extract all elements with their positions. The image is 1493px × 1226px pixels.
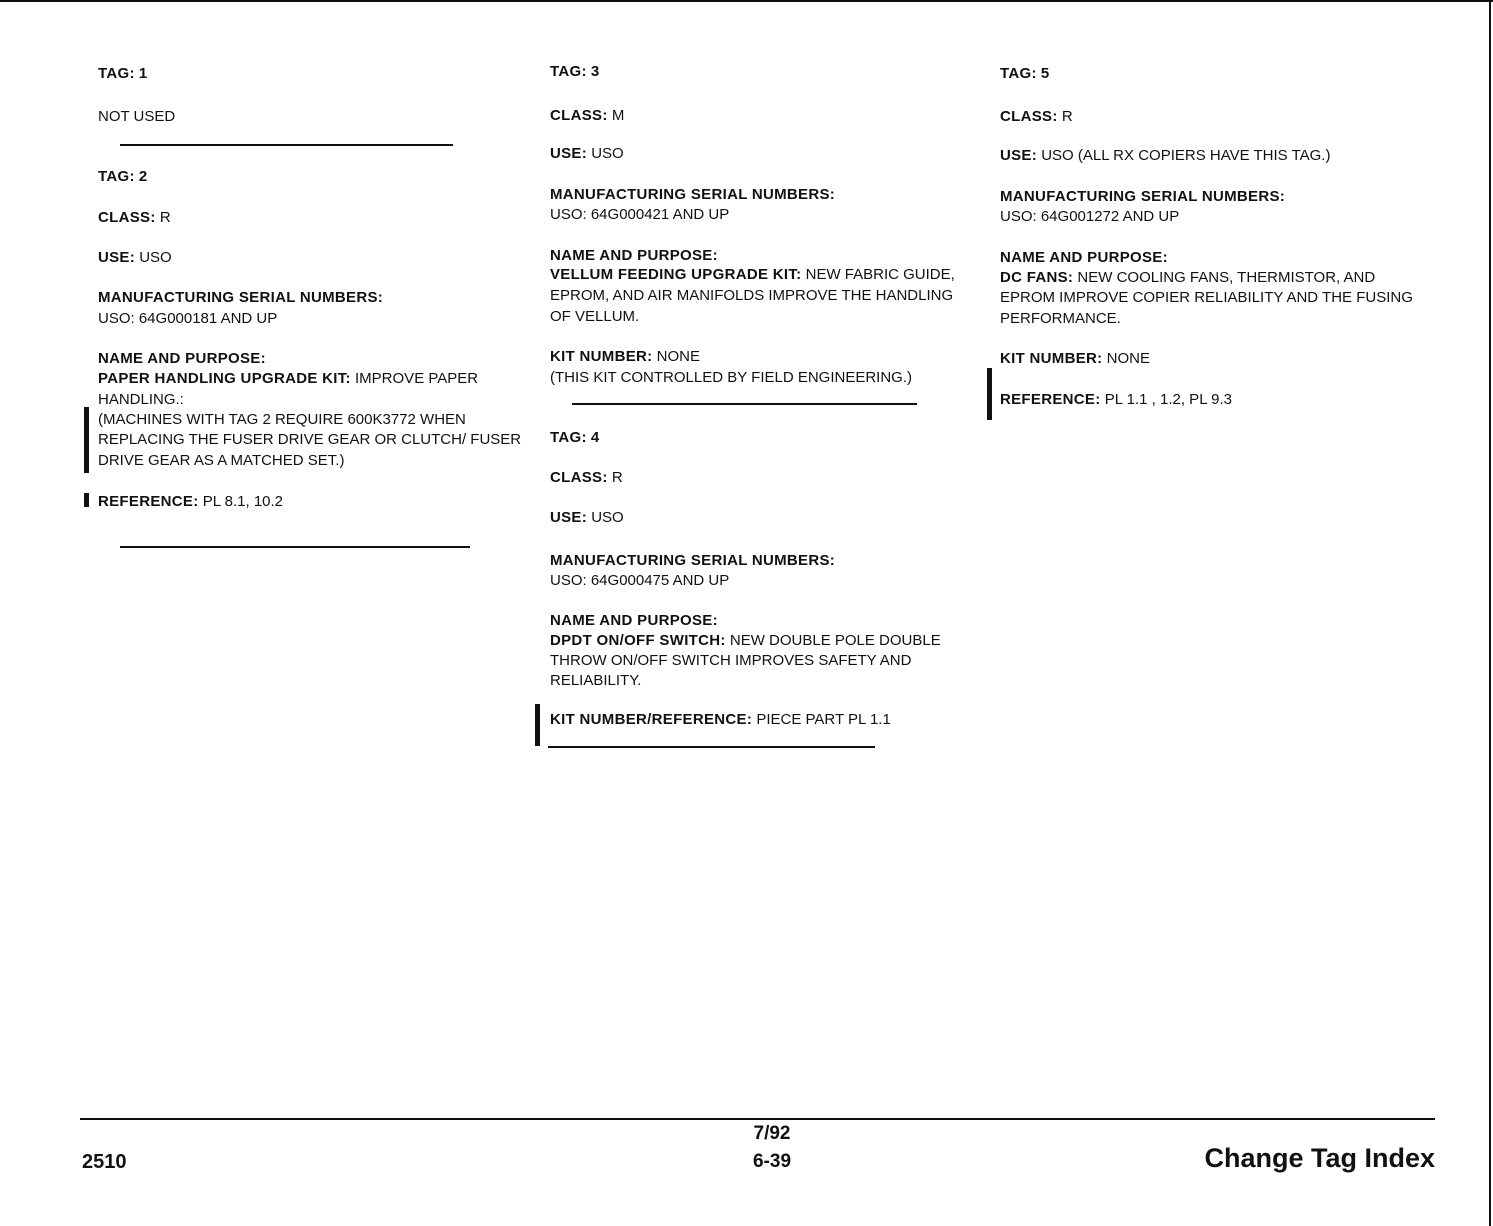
use-line [1000,146,1330,166]
reference-line [98,492,283,512]
kit-description-line [550,265,955,285]
kit-description-line: PERFORMANCE. [1000,310,1121,327]
kit-number-label: KIT NUMBER: [1000,350,1103,367]
tag-label: TAG: [1000,65,1037,82]
kit-description-line [550,631,941,651]
name-purpose-label: NAME AND PURPOSE: [1000,249,1168,266]
entry-divider [120,546,470,548]
page-right-border [1489,0,1491,1226]
kit-number-line [1000,349,1150,369]
kit-description: NEW COOLING FANS, THERMISTOR, AND [1077,269,1376,286]
tag-label: TAG: [98,168,135,185]
name-purpose-label: NAME AND PURPOSE: [550,612,718,629]
kit-number-value: NONE [656,348,700,365]
tag-5-heading [1000,64,1050,84]
footer-rule [80,1118,1435,1120]
kit-name: DPDT ON/OFF SWITCH: [550,632,726,649]
reference-value: PL 1.1 , 1.2, PL 9.3 [1104,391,1232,408]
serial-numbers-value: USO: 64G001272 AND UP [1000,208,1180,225]
tag-2-heading [98,167,148,187]
serial-numbers-value: USO: 64G000421 AND UP [550,206,730,223]
serial-numbers-label: MANUFACTURING SERIAL NUMBERS: [1000,188,1286,205]
kit-description-line: THROW ON/OFF SWITCH IMPROVES SAFETY AND [550,652,912,669]
model-number: 2510 [82,1151,127,1173]
kit-reference-line [550,710,891,730]
reference-value: PL 8.1, 10.2 [202,493,284,510]
use-value: USO [139,249,172,266]
class-value: R [611,469,623,486]
name-purpose-label: NAME AND PURPOSE: [98,350,266,367]
use-line [550,508,624,528]
kit-description: NEW DOUBLE POLE DOUBLE [729,632,941,649]
kit-description-line: RELIABILITY. [550,672,642,689]
use-label: USE: [550,145,588,162]
use-label: USE: [98,249,136,266]
section-title: Change Tag Index [1204,1143,1435,1173]
kit-description-line: EPROM IMPROVE COPIER RELIABILITY AND THE FUSING [1000,289,1413,306]
use-label: USE: [1000,147,1038,164]
class-value: R [1061,108,1073,125]
serial-numbers-value: USO: 64G000475 AND UP [550,572,730,589]
use-line [550,144,624,164]
kit-description-line [98,369,478,389]
kit-description-line: HANDLING.: [98,391,184,408]
change-bar [535,704,540,746]
tag-number: 1 [138,65,148,82]
change-bar [987,368,992,420]
entry-divider [120,144,453,146]
kit-description-line [1000,268,1375,288]
serial-numbers-label: MANUFACTURING SERIAL NUMBERS: [98,289,384,306]
class-label: CLASS: [98,209,156,226]
kit-description: NEW FABRIC GUIDE, [805,266,955,283]
class-line [550,468,623,488]
tag-label: TAG: [98,65,135,82]
page-top-border [0,0,1493,2]
reference-label: REFERENCE: [98,493,199,510]
kit-description-line: OF VELLUM. [550,308,640,325]
revision-date: 7/92 [753,1123,791,1144]
tag-number: 2 [138,168,148,185]
tag-3-heading [550,62,600,82]
tag-number: 3 [590,63,600,80]
class-label: CLASS: [550,107,608,124]
kit-number-value: NONE [1106,350,1150,367]
serial-numbers-label: MANUFACTURING SERIAL NUMBERS: [550,552,836,569]
change-bar [84,407,89,473]
use-label: USE: [550,509,588,526]
tag-1-status: NOT USED [98,108,176,125]
kit-reference-label: KIT NUMBER/REFERENCE: [550,711,753,728]
note-line: (MACHINES WITH TAG 2 REQUIRE 600K3772 WHEN [98,411,466,428]
entry-divider [548,746,875,748]
tag-number: 5 [1040,65,1050,82]
class-line [550,106,624,126]
use-value: USO [591,145,624,162]
kit-number-label: KIT NUMBER: [550,348,653,365]
kit-name: PAPER HANDLING UPGRADE KIT: [98,370,351,387]
class-value: M [611,107,625,124]
tag-label: TAG: [550,429,587,446]
class-label: CLASS: [550,469,608,486]
kit-reference-value: PIECE PART PL 1.1 [756,711,891,728]
kit-name: DC FANS: [1000,269,1074,286]
class-line [1000,107,1073,127]
tag-1-heading [98,64,148,84]
class-label: CLASS: [1000,108,1058,125]
reference-label: REFERENCE: [1000,391,1101,408]
serial-numbers-label: MANUFACTURING SERIAL NUMBERS: [550,186,836,203]
entry-divider [572,403,917,405]
kit-number-note: (THIS KIT CONTROLLED BY FIELD ENGINEERING.) [550,369,913,386]
kit-name: VELLUM FEEDING UPGRADE KIT: [550,266,802,283]
note-line: DRIVE GEAR AS A MATCHED SET.) [98,452,345,469]
kit-description-line: EPROM, AND AIR MANIFOLDS IMPROVE THE HANDLING [550,287,954,304]
class-value: R [159,209,171,226]
tag-label: TAG: [550,63,587,80]
tag-number: 4 [590,429,600,446]
page-number: 6-39 [752,1151,792,1172]
serial-numbers-value: USO: 64G000181 AND UP [98,310,278,327]
use-value: USO [591,509,624,526]
tag-4-heading [550,428,600,448]
reference-line [1000,390,1232,410]
note-line: REPLACING THE FUSER DRIVE GEAR OR CLUTCH/ FUSER [98,431,522,448]
use-value: USO (ALL RX COPIERS HAVE THIS TAG.) [1041,147,1331,164]
kit-number-line [550,347,700,367]
use-line [98,248,172,268]
kit-description: IMPROVE PAPER [355,370,479,387]
change-bar [84,493,89,507]
class-line [98,208,171,228]
name-purpose-label: NAME AND PURPOSE: [550,247,718,264]
